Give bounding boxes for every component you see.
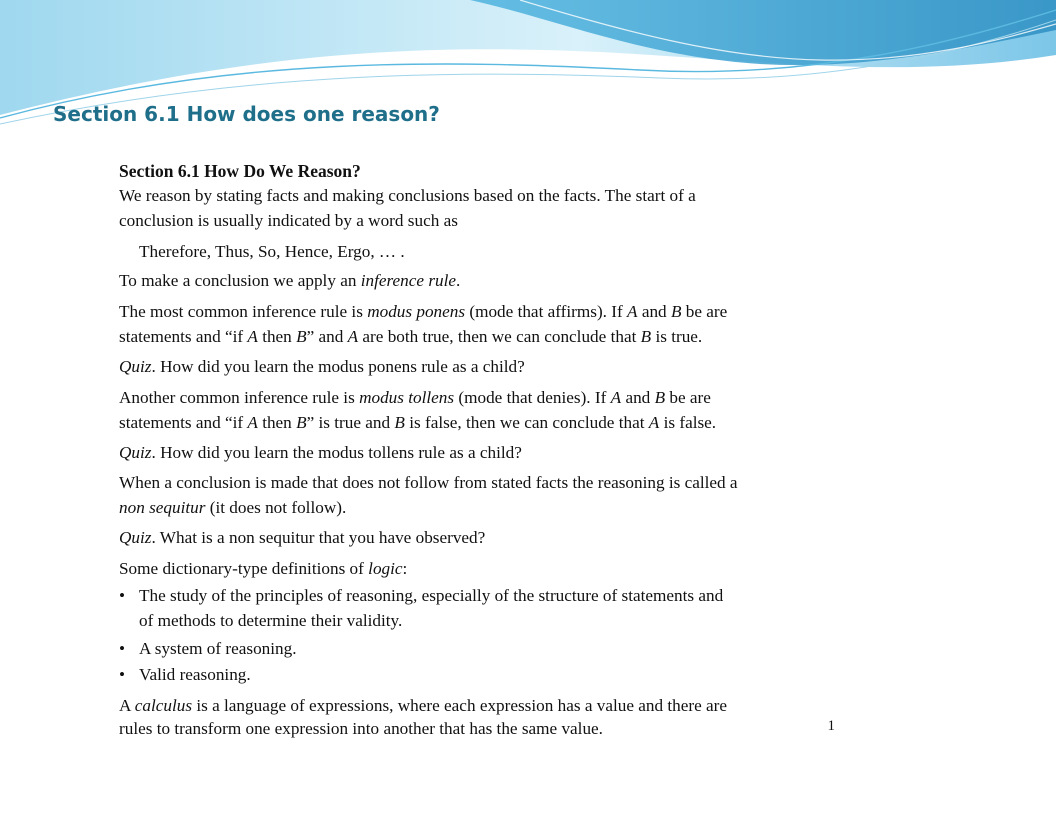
bullet-icon: • xyxy=(119,665,126,684)
bullet-3: Valid reasoning. xyxy=(139,665,251,684)
bullet-1-line1: The study of the principles of reasoning, especially of the structure of statements and xyxy=(139,586,724,605)
quiz-modus-tollens: Quiz. How did you learn the modus tollens rule as a child? xyxy=(119,443,522,462)
paragraph-modus-tollens-line1: Another common inference rule is modus tollens (mode that denies). If A and B be are xyxy=(119,388,711,407)
paragraph-non-sequitur-line2: non sequitur (it does not follow). xyxy=(119,498,347,517)
paragraph-calculus-line1: A calculus is a language of expressions, where each expression has a value and there are xyxy=(119,696,728,715)
document-image xyxy=(113,158,863,742)
document-heading: Section 6.1 How Do We Reason? xyxy=(119,161,361,181)
conclusion-words: Therefore, Thus, So, Hence, Ergo, … . xyxy=(139,242,405,261)
paragraph-intro-line1: We reason by stating facts and making conclusions based on the facts. The start of a xyxy=(119,186,696,205)
paragraph-modus-tollens-line2: statements and “if A then B” is true and B is false, then we can conclude that A is false. xyxy=(119,413,717,432)
bullet-2: A system of reasoning. xyxy=(139,639,297,658)
quiz-modus-ponens: Quiz. How did you learn the modus ponens rule as a child? xyxy=(119,357,525,376)
paragraph-intro-line2: conclusion is usually indicated by a word such as xyxy=(119,211,458,230)
slide-title: Section 6.1 How does one reason? xyxy=(53,102,440,126)
bullet-icon: • xyxy=(119,639,126,658)
paragraph-non-sequitur-line1: When a conclusion is made that does not follow from stated facts the reasoning is called a xyxy=(119,473,738,492)
page-number: 1 xyxy=(827,718,835,734)
paragraph-modus-ponens-line2: statements and “if A then B” and A are both true, then we can conclude that B is true. xyxy=(119,327,703,346)
paragraph-logic-definitions: Some dictionary-type definitions of logic: xyxy=(119,559,408,578)
paragraph-inference-rule: To make a conclusion we apply an inference rule. xyxy=(119,271,461,290)
paragraph-modus-ponens-line1: The most common inference rule is modus ponens (mode that affirms). If A and B be are xyxy=(119,302,728,321)
quiz-non-sequitur: Quiz. What is a non sequitur that you have observed? xyxy=(119,528,486,547)
bullet-1-line2: of methods to determine their validity. xyxy=(139,611,403,630)
paragraph-calculus-line2: rules to transform one expression into another that has the same value. xyxy=(119,719,603,738)
bullet-icon: • xyxy=(119,586,126,605)
